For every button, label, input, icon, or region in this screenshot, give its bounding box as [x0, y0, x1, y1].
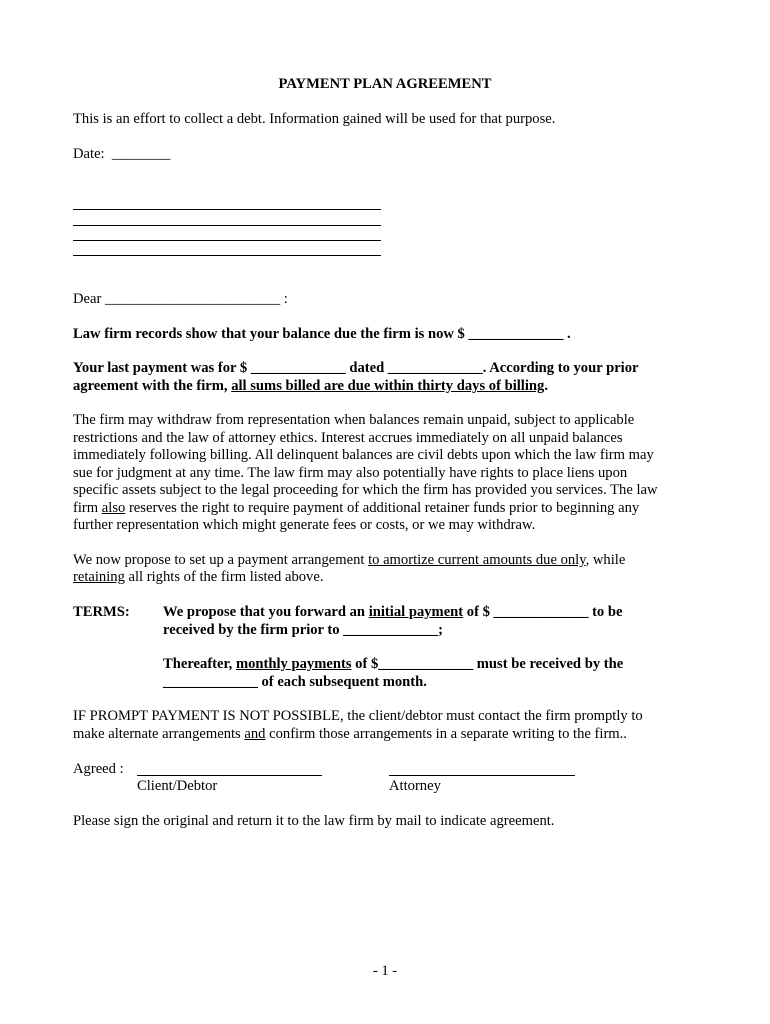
- withdraw-paragraph-line: The firm may withdraw from representation when balances remain unpaid, subject to applicable: [73, 412, 635, 428]
- address-line-1: [73, 209, 381, 210]
- date-line: [73, 146, 170, 164]
- last-payment-line-1: Your last payment was for $ _____________ dated _____________. According to your prior: [73, 360, 639, 376]
- client-debtor-label: Client/Debtor: [137, 778, 218, 794]
- date-blank: ________: [111, 146, 171, 162]
- billing-terms-underlined: all sums billed are due within thirty days of billing: [231, 378, 545, 394]
- monthly-payments-underlined: monthly payments: [235, 656, 352, 672]
- and-underlined: and: [244, 726, 266, 742]
- balance-statement: Law firm records show that your balance due the firm is now $ _____________ .: [73, 326, 571, 342]
- salutation-colon: :: [283, 291, 288, 307]
- text-segment: of $ _____________ to be: [463, 604, 623, 620]
- text-segment: We now propose to set up a payment arrangement: [73, 552, 369, 568]
- attorney-signature-line[interactable]: [389, 775, 575, 776]
- document-title: PAYMENT PLAN AGREEMENT: [278, 76, 492, 92]
- text-segment: We propose that you forward an: [163, 604, 369, 620]
- agreed-label: Agreed :: [73, 761, 124, 777]
- also-underlined: also: [101, 500, 126, 516]
- withdraw-paragraph-line: sue for judgment at any time. The law firm may also potentially have rights to place liens upon: [73, 465, 628, 481]
- address-line-4: [73, 255, 381, 256]
- last-payment-line-2: [73, 378, 548, 396]
- attorney-label: Attorney: [389, 778, 441, 794]
- closing-instruction: Please sign the original and return it to the law firm by mail to indicate agreement.: [73, 813, 555, 829]
- text-segment: Thereafter,: [163, 656, 236, 672]
- intro-text: This is an effort to collect a debt. Information gained will be used for that purpose.: [73, 111, 556, 127]
- terms-initial-payment-line-1: [163, 604, 622, 622]
- text-segment: firm: [73, 500, 102, 516]
- terms-label: TERMS:: [73, 604, 130, 620]
- text-segment: agreement with the firm,: [73, 378, 232, 394]
- text-segment: .: [544, 378, 548, 394]
- withdraw-paragraph-line: specific assets subject to the legal proceeding for which the firm has provided you services. The law: [73, 482, 658, 498]
- propose-paragraph-line-1: [73, 552, 625, 570]
- text-segment: reserves the right to require payment of additional retainer funds prior to beginning any: [125, 500, 640, 516]
- withdraw-paragraph-line: [73, 500, 639, 518]
- salutation: Dear: [73, 291, 102, 307]
- withdraw-paragraph-line: restrictions and the law of attorney ethics. Interest accrues immediately on all unpaid balances: [73, 430, 623, 446]
- salutation-line: [73, 291, 288, 309]
- amortize-underlined: to amortize current amounts due only: [368, 552, 586, 568]
- date-label: Date:: [73, 146, 105, 162]
- prompt-paragraph-line-2: [73, 726, 627, 744]
- text-segment: make alternate arrangements: [73, 726, 245, 742]
- initial-payment-underlined: initial payment: [368, 604, 464, 620]
- address-line-3: [73, 240, 381, 241]
- terms-monthly-payment-line-1: [163, 656, 623, 674]
- propose-paragraph-line-2: [73, 569, 323, 587]
- terms-initial-payment-line-2: received by the firm prior to _____________;: [163, 622, 443, 638]
- prompt-paragraph-line-1: IF PROMPT PAYMENT IS NOT POSSIBLE, the client/debtor must contact the firm promptly to: [73, 708, 643, 724]
- retaining-underlined: retaining: [73, 569, 125, 585]
- text-segment: of $_____________ must be received by the: [351, 656, 624, 672]
- text-segment: confirm those arrangements in a separate writing to the firm..: [265, 726, 627, 742]
- text-segment: all rights of the firm listed above.: [124, 569, 324, 585]
- page-number: - 1 -: [372, 963, 398, 979]
- address-line-2: [73, 225, 381, 226]
- terms-monthly-payment-line-2: _____________ of each subsequent month.: [163, 674, 427, 690]
- client-signature-line[interactable]: [137, 775, 322, 776]
- salutation-blank: ________________________: [105, 291, 281, 307]
- withdraw-paragraph-line: further representation which might generate fees or costs, or we may withdraw.: [73, 517, 536, 533]
- withdraw-paragraph-line: immediately following billing. All delinquent balances are civil debts upon which the law firm may: [73, 447, 654, 463]
- text-segment: , while: [585, 552, 626, 568]
